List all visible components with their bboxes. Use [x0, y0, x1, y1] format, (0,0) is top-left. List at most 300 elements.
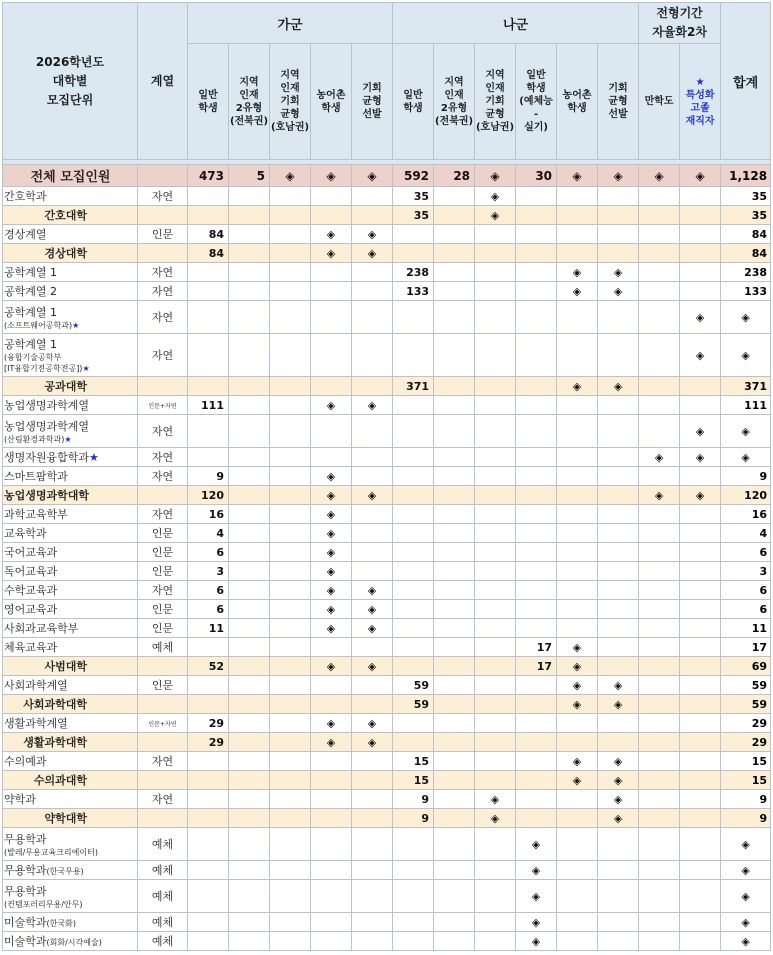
subheader-line: 지역 [280, 70, 300, 81]
track-cell: 인문 [138, 562, 188, 581]
count-cell [434, 932, 475, 951]
count-cell [434, 619, 475, 638]
count-cell [639, 828, 680, 861]
count-cell [229, 448, 270, 467]
count-cell [598, 913, 639, 932]
count-cell [680, 809, 721, 828]
count-cell: 84 [188, 244, 229, 263]
subheader-line: 선발 [362, 109, 382, 120]
unit-name: 경상계열 [4, 228, 47, 241]
star-icon: ★ [89, 451, 99, 464]
subheader-line: 학생 [526, 83, 546, 94]
count-cell [475, 396, 516, 415]
count-cell [434, 467, 475, 486]
subheader-line: 지역 [444, 76, 464, 88]
diamond-icon: ◈ [311, 396, 352, 415]
count-cell [557, 225, 598, 244]
count-cell [680, 913, 721, 932]
count-cell [270, 581, 311, 600]
count-cell [639, 524, 680, 543]
row-label [3, 187, 138, 206]
count-cell: 28 [434, 165, 475, 187]
count-cell [598, 225, 639, 244]
count-cell [188, 790, 229, 809]
count-cell [598, 657, 639, 676]
track-cell [138, 809, 188, 828]
table-row [3, 581, 771, 600]
count-cell [598, 486, 639, 505]
count-cell: 9 [393, 809, 434, 828]
count-cell [393, 543, 434, 562]
subheader-line: 일반 [526, 70, 546, 81]
admissions-table [2, 2, 771, 951]
count-cell [434, 396, 475, 415]
subheader-line: 학생 [198, 102, 218, 114]
count-cell [434, 562, 475, 581]
count-cell [229, 790, 270, 809]
count-cell [393, 581, 434, 600]
diamond-icon: ◈ [680, 486, 721, 505]
count-cell [188, 861, 229, 880]
count-cell [475, 486, 516, 505]
track-cell: 자연 [138, 301, 188, 334]
row-label [3, 790, 138, 809]
track-cell [138, 165, 188, 187]
count-cell [598, 187, 639, 206]
count-cell [516, 396, 557, 415]
row-label [3, 524, 138, 543]
row-label [3, 619, 138, 638]
count-cell [639, 809, 680, 828]
count-cell [680, 600, 721, 619]
count-cell [393, 657, 434, 676]
count-cell [680, 505, 721, 524]
count-cell [270, 467, 311, 486]
diamond-icon: ◈ [311, 505, 352, 524]
count-cell [516, 695, 557, 714]
count-cell: 35 [393, 187, 434, 206]
count-cell [229, 486, 270, 505]
count-cell [188, 695, 229, 714]
count-cell [434, 581, 475, 600]
count-cell [516, 448, 557, 467]
unit-name: 스마트팜학과 [4, 470, 68, 483]
count-cell [475, 932, 516, 951]
count-cell [229, 676, 270, 695]
unit-name: 사회과교육학부 [4, 622, 79, 635]
unit-subname [4, 363, 137, 374]
count-cell [229, 244, 270, 263]
row-label [3, 396, 138, 415]
count-cell [516, 467, 557, 486]
total-cell: 11 [721, 619, 771, 638]
table-row [3, 448, 771, 467]
count-cell [311, 448, 352, 467]
diamond-icon: ◈ [352, 600, 393, 619]
count-cell [229, 581, 270, 600]
track-cell [138, 771, 188, 790]
diamond-icon: ◈ [557, 676, 598, 695]
count-cell [475, 657, 516, 676]
total-cell: 120 [721, 486, 771, 505]
count-cell [352, 505, 393, 524]
row-label [3, 657, 138, 676]
college-row [3, 695, 771, 714]
track-cell: 인문+자연 [138, 396, 188, 415]
diamond-icon: ◈ [680, 448, 721, 467]
row-label [3, 880, 138, 913]
count-cell [352, 861, 393, 880]
total-cell: 4 [721, 524, 771, 543]
table-row [3, 396, 771, 415]
count-cell [598, 619, 639, 638]
count-cell [434, 225, 475, 244]
diamond-icon: ◈ [557, 695, 598, 714]
diamond-icon: ◈ [516, 861, 557, 880]
count-cell [434, 505, 475, 524]
row-label [3, 809, 138, 828]
subheader-line: 2유형 [235, 102, 263, 114]
count-cell [516, 334, 557, 377]
table-header [3, 3, 771, 165]
count-cell [639, 282, 680, 301]
unit-name: 무용학과 [4, 884, 47, 898]
total-row [3, 165, 771, 187]
total-cell: ◈ [721, 913, 771, 932]
track-cell: 인문 [138, 619, 188, 638]
count-cell: 52 [188, 657, 229, 676]
count-cell [598, 505, 639, 524]
count-cell [516, 619, 557, 638]
diamond-icon: ◈ [475, 809, 516, 828]
total-cell: ◈ [721, 448, 771, 467]
count-cell [434, 790, 475, 809]
row-label [3, 913, 138, 932]
count-cell [598, 334, 639, 377]
count-cell: 9 [188, 467, 229, 486]
row-label [3, 676, 138, 695]
subheader-line: 기회 [280, 96, 300, 107]
count-cell [393, 486, 434, 505]
row-label [3, 638, 138, 657]
count-cell [598, 396, 639, 415]
subheader-cell [311, 44, 352, 160]
unit-name: 공과대학 [44, 380, 87, 393]
count-cell [557, 600, 598, 619]
unit-name: 미술학과 [4, 935, 47, 948]
count-cell [680, 467, 721, 486]
count-cell [639, 861, 680, 880]
count-cell [393, 562, 434, 581]
subheader-cell [434, 44, 475, 160]
count-cell [639, 714, 680, 733]
subheader-cell [393, 44, 434, 160]
count-cell [434, 771, 475, 790]
diamond-icon: ◈ [557, 771, 598, 790]
count-cell [434, 377, 475, 396]
count-cell [475, 581, 516, 600]
count-cell [639, 657, 680, 676]
track-cell: 예체 [138, 861, 188, 880]
unit-name: 국어교육과 [4, 546, 58, 559]
header-group-ga: 가군 [188, 3, 393, 44]
row-label [3, 828, 138, 861]
unit-subname: (한국화) [46, 919, 76, 928]
track-cell: 자연 [138, 752, 188, 771]
count-cell [557, 790, 598, 809]
total-cell: 17 [721, 638, 771, 657]
table-row [3, 282, 771, 301]
row-label [3, 562, 138, 581]
row-label [3, 334, 138, 377]
count-cell [270, 657, 311, 676]
table-row [3, 600, 771, 619]
count-cell [516, 714, 557, 733]
diamond-icon: ◈ [598, 676, 639, 695]
count-cell [352, 880, 393, 913]
diamond-icon: ◈ [352, 225, 393, 244]
count-cell [270, 733, 311, 752]
total-cell: 69 [721, 657, 771, 676]
table-row [3, 714, 771, 733]
count-cell [475, 733, 516, 752]
count-cell [311, 187, 352, 206]
subheader-line: 인재 [239, 89, 259, 101]
count-cell [188, 913, 229, 932]
count-cell [475, 334, 516, 377]
diamond-icon: ◈ [352, 486, 393, 505]
count-cell [311, 695, 352, 714]
row-label [3, 486, 138, 505]
count-cell [188, 206, 229, 225]
count-cell [188, 377, 229, 396]
total-cell: 1,128 [721, 165, 771, 187]
diamond-icon: ◈ [311, 714, 352, 733]
table-row [3, 543, 771, 562]
count-cell [352, 828, 393, 861]
unit-name: 생활과학계열 [4, 717, 68, 730]
row-label [3, 377, 138, 396]
unit-subname-text: (소프트웨어공학과) [4, 320, 73, 330]
count-cell: 16 [188, 505, 229, 524]
count-cell [311, 676, 352, 695]
count-cell: 35 [393, 206, 434, 225]
count-cell [598, 543, 639, 562]
subheader-line: 인재 [444, 89, 464, 101]
count-cell [229, 600, 270, 619]
count-cell [188, 263, 229, 282]
count-cell [270, 505, 311, 524]
count-cell [229, 415, 270, 448]
unit-subname-text: [IT융합기전공학전공]) [4, 364, 83, 373]
track-cell: 인문 [138, 676, 188, 695]
count-cell [270, 676, 311, 695]
count-cell [393, 880, 434, 913]
count-cell: 15 [393, 771, 434, 790]
count-cell [188, 771, 229, 790]
count-cell [639, 695, 680, 714]
count-cell [475, 244, 516, 263]
count-cell [270, 619, 311, 638]
count-cell [680, 676, 721, 695]
count-cell [270, 790, 311, 809]
count-cell [270, 524, 311, 543]
count-cell [598, 880, 639, 913]
diamond-icon: ◈ [311, 543, 352, 562]
count-cell [680, 771, 721, 790]
track-cell: 인문 [138, 543, 188, 562]
track-cell: 인문 [138, 225, 188, 244]
track-cell [138, 486, 188, 505]
total-cell: 9 [721, 809, 771, 828]
count-cell [557, 448, 598, 467]
count-cell [188, 301, 229, 334]
diamond-icon: ◈ [352, 165, 393, 187]
count-cell [516, 524, 557, 543]
count-cell [639, 244, 680, 263]
count-cell [270, 377, 311, 396]
count-cell [270, 206, 311, 225]
diamond-icon: ◈ [516, 828, 557, 861]
count-cell [434, 543, 475, 562]
subheader-line: 기회 [608, 83, 628, 94]
subheader-cell [229, 44, 270, 160]
count-cell [557, 415, 598, 448]
count-cell [475, 377, 516, 396]
header-title-line: 모집단위 [46, 92, 94, 107]
count-cell [598, 562, 639, 581]
header-group-na: 나군 [393, 3, 639, 44]
unit-name: 무용학과 [4, 832, 47, 846]
track-cell: 자연 [138, 790, 188, 809]
count-cell [680, 733, 721, 752]
total-cell: 6 [721, 543, 771, 562]
count-cell [229, 301, 270, 334]
count-cell [270, 771, 311, 790]
subheader-line: 인재 [280, 83, 300, 94]
unit-name: 사범대학 [44, 660, 87, 673]
count-cell [229, 771, 270, 790]
subheader-line: 만학도 [644, 96, 674, 107]
count-cell [434, 206, 475, 225]
count-cell [229, 543, 270, 562]
total-cell: ◈ [721, 334, 771, 377]
count-cell [516, 377, 557, 396]
count-cell [270, 861, 311, 880]
count-cell [270, 600, 311, 619]
count-cell [270, 448, 311, 467]
count-cell [598, 828, 639, 861]
row-label [3, 771, 138, 790]
count-cell [270, 282, 311, 301]
count-cell [188, 828, 229, 861]
count-cell [639, 562, 680, 581]
count-cell [598, 600, 639, 619]
count-cell [229, 714, 270, 733]
unit-subname: (한국무용) [46, 867, 84, 876]
count-cell [639, 790, 680, 809]
table-row [3, 505, 771, 524]
total-cell: 35 [721, 206, 771, 225]
total-cell: ◈ [721, 880, 771, 913]
count-cell [270, 301, 311, 334]
count-cell [393, 600, 434, 619]
count-cell [475, 752, 516, 771]
subheader-line: 선발 [608, 109, 628, 120]
count-cell [475, 600, 516, 619]
track-cell: 인문+자연 [138, 714, 188, 733]
subheader-line: 일반 [198, 89, 218, 101]
count-cell [475, 263, 516, 282]
unit-name: 공학계열 1 [4, 266, 57, 279]
count-cell [680, 657, 721, 676]
diamond-icon: ◈ [311, 619, 352, 638]
count-cell [393, 932, 434, 951]
diamond-icon: ◈ [311, 486, 352, 505]
count-cell [557, 562, 598, 581]
count-cell [393, 415, 434, 448]
count-cell [516, 676, 557, 695]
diamond-icon: ◈ [598, 771, 639, 790]
count-cell [270, 828, 311, 861]
count-cell [188, 334, 229, 377]
count-cell [188, 187, 229, 206]
track-cell: 자연 [138, 187, 188, 206]
count-cell [598, 733, 639, 752]
unit-subname [4, 352, 137, 363]
track-cell: 예체 [138, 932, 188, 951]
subheader-line: 인재 [485, 83, 505, 94]
subheader-line: - [533, 109, 539, 120]
diamond-icon: ◈ [352, 396, 393, 415]
count-cell [352, 448, 393, 467]
count-cell [311, 861, 352, 880]
count-cell [516, 809, 557, 828]
count-cell [434, 638, 475, 657]
subheader-line: (전북권) [434, 115, 474, 127]
star-icon: ★ [64, 434, 72, 444]
diamond-icon: ◈ [557, 165, 598, 187]
subheader-line: 균형 [608, 96, 628, 107]
count-cell [393, 619, 434, 638]
diamond-icon: ◈ [598, 377, 639, 396]
total-cell: 9 [721, 467, 771, 486]
count-cell [270, 244, 311, 263]
count-cell: 11 [188, 619, 229, 638]
count-cell [680, 619, 721, 638]
count-cell [270, 225, 311, 244]
count-cell: 592 [393, 165, 434, 187]
college-row [3, 657, 771, 676]
count-cell [434, 913, 475, 932]
unit-subname [4, 320, 137, 331]
subheader-line: (예체능 [519, 96, 553, 107]
count-cell [311, 932, 352, 951]
subheader-line: 균형 [485, 109, 505, 120]
unit-name: 간호학과 [4, 190, 47, 203]
count-cell [352, 638, 393, 657]
unit-name: 생활과학대학 [23, 736, 87, 749]
table-row [3, 828, 771, 861]
count-cell: 6 [188, 600, 229, 619]
count-cell [393, 828, 434, 861]
count-cell [434, 244, 475, 263]
count-cell [352, 377, 393, 396]
diamond-icon: ◈ [311, 657, 352, 676]
count-cell [475, 638, 516, 657]
count-cell [270, 932, 311, 951]
count-cell: 473 [188, 165, 229, 187]
